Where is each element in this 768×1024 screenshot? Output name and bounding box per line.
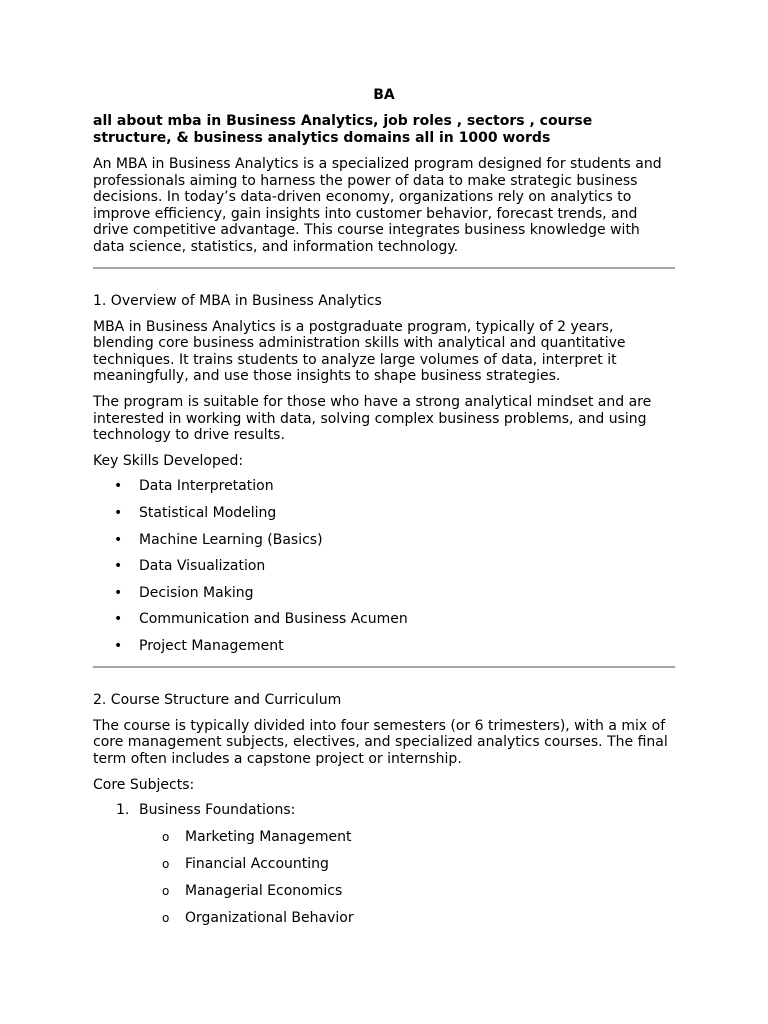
section-1-paragraph-2: The program is suitable for those who have a strong analytical mindset and are interested in working with data, solving complex business problems, and using technology to drive results. [93, 393, 652, 444]
circle-bullet-icon: o [162, 856, 170, 871]
list-item [93, 478, 675, 495]
list-item-text: Data Interpretation [139, 478, 274, 495]
sub-list-item [139, 829, 675, 846]
sub-list-item [139, 856, 675, 873]
key-skills-label: Key Skills Developed: [93, 452, 244, 469]
key-skills-list [93, 478, 675, 655]
sub-list [139, 829, 675, 927]
list-item [93, 585, 675, 602]
bullet-icon: • [114, 584, 123, 601]
list-number: 1. [116, 802, 130, 819]
core-subjects-list [93, 802, 675, 927]
list-item [93, 532, 675, 549]
list-item-text: Statistical Modeling [139, 504, 277, 521]
section-1-paragraph-1: MBA in Business Analytics is a postgraduate program, typically of 2 years, blending core business administration skills with analytical and quantitative techniques. It trains students to analyze large volumes of data, interpret it meaningfully, and use those insights to shape business strategies. [93, 318, 626, 385]
list-item [93, 638, 675, 655]
circle-bullet-icon: o [162, 883, 170, 898]
section-2-paragraph-1: The course is typically divided into four semesters (or 6 trimesters), with a mix of core management subjects, electives, and specialized analytics courses. The final term often includes a capstone project or internship. [93, 717, 668, 768]
sub-list-item-text: Managerial Economics [185, 882, 343, 899]
sub-list-item [139, 883, 675, 900]
sub-list-item [139, 910, 675, 927]
horizontal-divider [93, 267, 675, 269]
document-body [93, 87, 675, 937]
list-item-text: Project Management [139, 637, 284, 654]
list-item [93, 611, 675, 628]
bullet-icon: • [114, 478, 123, 495]
list-item-text: Machine Learning (Basics) [139, 531, 323, 548]
bullet-icon: • [114, 611, 123, 628]
list-item [93, 505, 675, 522]
circle-bullet-icon: o [162, 829, 170, 844]
list-item-text: Decision Making [139, 584, 254, 601]
sub-list-item-text: Marketing Management [185, 828, 352, 845]
list-item-text: Communication and Business Acumen [139, 611, 408, 628]
horizontal-divider [93, 666, 675, 668]
list-item [93, 558, 675, 575]
section-2-title: 2. Course Structure and Curriculum [93, 691, 342, 708]
sub-list-item-text: Organizational Behavior [185, 909, 354, 926]
bullet-icon: • [114, 637, 123, 654]
intro-paragraph: An MBA in Business Analytics is a specialized program designed for students and professionals aiming to harness the power of data to make strategic business decisions. In today’s data-driven economy, organizations rely on analytics to improve efficiency, gain insights into customer behavior, forecast trends, and drive competitive advantage. This course integrates business knowledge with data science, statistics, and information technology. [93, 156, 662, 255]
bullet-icon: • [114, 531, 123, 548]
core-subjects-label: Core Subjects: [93, 776, 195, 793]
section-1-title: 1. Overview of MBA in Business Analytics [93, 292, 382, 309]
document-heading: all about mba in Business Analytics, job roles , sectors , course structure, & business analytics domains all in 1000 words [93, 113, 593, 146]
circle-bullet-icon: o [162, 910, 170, 925]
numbered-list-item [93, 802, 675, 927]
bullet-icon: • [114, 504, 123, 521]
list-item-text: Business Foundations: [139, 802, 296, 819]
list-item-text: Data Visualization [139, 558, 266, 575]
bullet-icon: • [114, 558, 123, 575]
sub-list-item-text: Financial Accounting [185, 855, 329, 872]
document-title: BA [373, 87, 395, 103]
